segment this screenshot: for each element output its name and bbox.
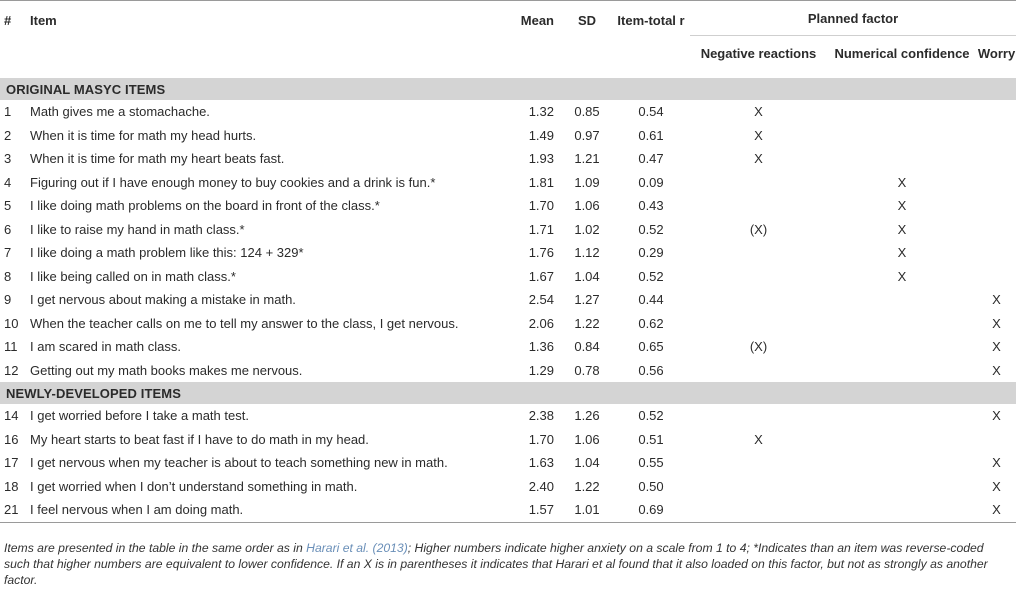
cell-negative-reactions: (X) — [749, 221, 768, 237]
header-item: Item — [30, 1, 482, 75]
cell-num: 5 — [4, 198, 12, 214]
footnote-text-end: ; Higher numbers indicate higher anxiety on a scale from 1 to 4; *Indicates than an item was reverse-coded such that higher numbers are equivalent to lower confidence. If an X is in parentheses it indicates that Harari et al found that it also loaded on this factor, but not as strongly as another factor. — [4, 541, 988, 587]
table-row — [0, 475, 1016, 499]
cell-negative-reactions: X — [754, 431, 763, 447]
cell-worry — [977, 124, 1016, 148]
cell-item: Getting out my math books makes me nervous. — [30, 362, 303, 378]
cell-numerical-confidence — [827, 124, 977, 148]
cell-mean: 1.70 — [528, 431, 554, 447]
cell-mean: 1.63 — [528, 455, 554, 471]
cell-numerical-confidence — [827, 428, 977, 452]
cell-numerical-confidence — [827, 404, 977, 428]
cell-worry — [977, 194, 1016, 218]
cell-item: I get nervous about making a mistake in math. — [30, 292, 296, 308]
cell-negative-reactions — [690, 404, 827, 428]
cell-mean: 1.29 — [528, 362, 554, 378]
cell-item-total-r: 0.55 — [638, 455, 664, 471]
footnote-text-start: Items are presented in the table in the same order as in — [4, 541, 307, 555]
cell-num: 11 — [4, 339, 18, 355]
cell-sd: 0.85 — [574, 104, 600, 120]
cell-item: Math gives me a stomachache. — [30, 104, 210, 120]
cell-mean: 1.81 — [528, 174, 554, 190]
header-num: # — [0, 1, 30, 75]
table-footnote — [4, 540, 1012, 588]
cell-num: 18 — [4, 478, 19, 494]
cell-sd: 1.04 — [574, 455, 600, 471]
cell-numerical-confidence: X — [897, 268, 907, 284]
cell-item-total-r: 0.47 — [638, 151, 664, 167]
section-title: NEWLY-DEVELOPED ITEMS — [0, 382, 1016, 404]
cell-negative-reactions — [690, 359, 827, 383]
cell-mean: 1.93 — [528, 151, 554, 167]
header-factor-worry: Worry — [977, 36, 1016, 75]
cell-sd: 1.26 — [574, 408, 600, 424]
cell-item: When it is time for math my heart beats fast. — [30, 151, 285, 167]
cell-worry: X — [992, 455, 1001, 471]
cell-item-total-r: 0.56 — [638, 362, 664, 378]
cell-sd: 1.04 — [574, 268, 600, 284]
cell-numerical-confidence — [827, 147, 977, 171]
cell-negative-reactions — [690, 451, 827, 475]
cell-mean: 2.38 — [528, 408, 554, 424]
table-row — [0, 218, 1016, 242]
cell-worry — [977, 428, 1016, 452]
table-body — [0, 74, 1016, 522]
table-header — [0, 1, 1016, 75]
cell-mean: 1.36 — [528, 339, 554, 355]
cell-item: I like doing a math problem like this: 124 + 329* — [30, 245, 304, 261]
cell-worry — [977, 171, 1016, 195]
cell-numerical-confidence — [827, 359, 977, 383]
cell-num: 6 — [4, 221, 12, 237]
cell-item-total-r: 0.62 — [638, 315, 664, 331]
cell-numerical-confidence — [827, 100, 977, 124]
cell-worry: X — [992, 408, 1001, 424]
cell-num: 4 — [4, 174, 12, 190]
cell-negative-reactions — [690, 171, 827, 195]
cell-mean: 1.67 — [528, 268, 554, 284]
table-row — [0, 124, 1016, 148]
cell-sd: 1.09 — [574, 174, 600, 190]
section-header-row — [0, 382, 1016, 404]
cell-item: Figuring out if I have enough money to buy cookies and a drink is fun.* — [30, 174, 436, 190]
cell-mean: 2.54 — [528, 292, 554, 308]
cell-numerical-confidence — [827, 288, 977, 312]
table-row — [0, 241, 1016, 265]
table-row — [0, 147, 1016, 171]
cell-item: When the teacher calls on me to tell my answer to the class, I get nervous. — [30, 315, 459, 331]
cell-negative-reactions: X — [754, 127, 763, 143]
table-row — [0, 359, 1016, 383]
cell-sd: 1.22 — [574, 315, 600, 331]
cell-numerical-confidence — [827, 498, 977, 522]
table-row — [0, 100, 1016, 124]
table-row — [0, 194, 1016, 218]
cell-numerical-confidence: X — [897, 221, 907, 237]
table-row — [0, 428, 1016, 452]
cell-sd: 1.12 — [574, 245, 600, 261]
table-row — [0, 288, 1016, 312]
cell-mean: 1.57 — [482, 498, 562, 522]
cell-num: 17 — [4, 455, 19, 471]
cell-negative-reactions — [690, 498, 827, 522]
cell-item-total-r: 0.29 — [638, 245, 664, 261]
header-factor-negative-reactions: Negative reactions — [690, 36, 827, 75]
cell-item-total-r: 0.54 — [638, 104, 664, 120]
cell-worry — [977, 147, 1016, 171]
cell-worry — [977, 241, 1016, 265]
cell-worry: X — [992, 339, 1001, 355]
table-row — [0, 498, 1016, 522]
cell-worry: X — [977, 498, 1016, 522]
table-row — [0, 404, 1016, 428]
cell-sd: 1.06 — [574, 431, 600, 447]
cell-sd: 0.84 — [574, 339, 600, 355]
cell-negative-reactions — [690, 194, 827, 218]
cell-numerical-confidence — [827, 312, 977, 336]
footnote-reference-link[interactable]: Harari et al. (2013) — [306, 541, 408, 555]
table-row — [0, 312, 1016, 336]
header-sd: SD — [562, 1, 612, 75]
cell-mean: 1.76 — [528, 245, 554, 261]
cell-sd: 1.06 — [574, 198, 600, 214]
cell-mean: 1.32 — [528, 104, 554, 120]
cell-item-total-r: 0.51 — [638, 431, 664, 447]
cell-item-total-r: 0.44 — [638, 292, 664, 308]
cell-numerical-confidence — [827, 335, 977, 359]
cell-item-total-r: 0.50 — [638, 478, 664, 494]
header-planned-factor: Planned factor — [690, 1, 1016, 36]
cell-item: I get worried when I don’t understand something in math. — [30, 478, 358, 494]
cell-mean: 2.40 — [528, 478, 554, 494]
cell-sd: 1.01 — [562, 498, 612, 522]
header-factor-numerical-confidence: Numerical confidence — [827, 36, 977, 75]
cell-item-total-r: 0.65 — [638, 339, 664, 355]
cell-negative-reactions — [690, 265, 827, 289]
cell-sd: 0.78 — [574, 362, 600, 378]
cell-num: 21 — [0, 498, 30, 522]
cell-item-total-r: 0.43 — [638, 198, 664, 214]
cell-worry: X — [992, 292, 1001, 308]
cell-num: 9 — [4, 292, 12, 308]
cell-negative-reactions: X — [754, 104, 763, 120]
cell-num: 7 — [4, 245, 12, 261]
cell-num: 1 — [4, 104, 12, 120]
section-header-row — [0, 74, 1016, 100]
cell-num: 2 — [4, 127, 12, 143]
table-row — [0, 451, 1016, 475]
cell-item: I like doing math problems on the board in front of the class.* — [30, 198, 380, 214]
cell-item-total-r: 0.69 — [612, 498, 690, 522]
cell-item: My heart starts to beat fast if I have to do math in my head. — [30, 431, 369, 447]
cell-num: 10 — [4, 315, 19, 331]
cell-sd: 1.27 — [574, 292, 600, 308]
cell-mean: 1.70 — [528, 198, 554, 214]
cell-sd: 1.21 — [574, 151, 600, 167]
cell-numerical-confidence — [827, 451, 977, 475]
cell-num: 14 — [4, 408, 19, 424]
cell-item-total-r: 0.52 — [638, 268, 664, 284]
table-row — [0, 335, 1016, 359]
cell-worry — [977, 100, 1016, 124]
cell-worry: X — [992, 478, 1001, 494]
cell-numerical-confidence: X — [897, 174, 907, 190]
table-row — [0, 171, 1016, 195]
cell-item: I feel nervous when I am doing math. — [30, 498, 482, 522]
cell-item: I like to raise my hand in math class.* — [30, 221, 245, 237]
cell-item: I get nervous when my teacher is about to teach something new in math. — [30, 455, 448, 471]
cell-numerical-confidence — [827, 475, 977, 499]
cell-sd: 0.97 — [574, 127, 600, 143]
cell-worry: X — [992, 315, 1001, 331]
cell-negative-reactions — [690, 241, 827, 265]
cell-item: I like being called on in math class.* — [30, 268, 236, 284]
cell-negative-reactions: (X) — [749, 339, 768, 355]
section-title: ORIGINAL MASYC ITEMS — [0, 74, 1016, 100]
cell-item-total-r: 0.52 — [638, 408, 664, 424]
cell-item: I am scared in math class. — [30, 339, 181, 355]
cell-negative-reactions — [690, 288, 827, 312]
cell-num: 3 — [4, 151, 12, 167]
cell-sd: 1.22 — [574, 478, 600, 494]
cell-mean: 2.06 — [528, 315, 554, 331]
cell-item: When it is time for math my head hurts. — [30, 127, 257, 143]
cell-num: 8 — [4, 268, 12, 284]
cell-item-total-r: 0.09 — [638, 174, 664, 190]
cell-num: 16 — [4, 431, 19, 447]
cell-item-total-r: 0.61 — [638, 127, 664, 143]
cell-item-total-r: 0.52 — [638, 221, 664, 237]
cell-num: 12 — [4, 362, 19, 378]
cell-mean: 1.49 — [528, 127, 554, 143]
cell-worry — [977, 218, 1016, 242]
cell-negative-reactions — [690, 312, 827, 336]
cell-numerical-confidence: X — [897, 198, 907, 214]
cell-sd: 1.02 — [574, 221, 600, 237]
cell-worry: X — [992, 362, 1001, 378]
cell-numerical-confidence: X — [897, 245, 907, 261]
cell-mean: 1.71 — [528, 221, 554, 237]
cell-negative-reactions — [690, 475, 827, 499]
cell-worry — [977, 265, 1016, 289]
cell-negative-reactions: X — [754, 151, 763, 167]
table-row — [0, 265, 1016, 289]
header-mean: Mean — [482, 1, 562, 75]
cell-item: I get worried before I take a math test. — [30, 408, 249, 424]
header-item-total-r: Item-total r — [612, 1, 690, 75]
